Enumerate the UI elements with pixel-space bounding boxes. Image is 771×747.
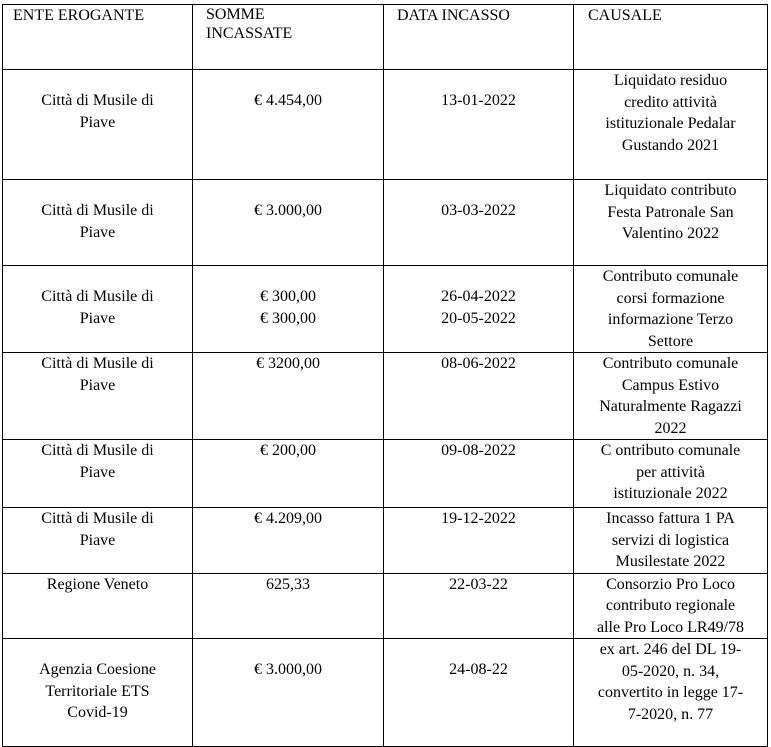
causale-line: istituzionale 2022 <box>613 485 728 502</box>
causale-line: contributo regionale <box>605 597 736 614</box>
incassi-table <box>2 4 768 747</box>
header-causale: CAUSALE <box>574 5 768 70</box>
somme-cell <box>193 508 384 574</box>
causale-line: 2022 <box>654 419 687 437</box>
header-somme-line2: INCASSATE <box>206 25 293 42</box>
somme-line: € 3.000,00 <box>254 661 322 678</box>
table-row <box>3 70 768 180</box>
causale-line: 05-2020, n. 34, <box>621 662 720 680</box>
causale-line: servizi di logistica <box>611 531 730 549</box>
causale-line: C ontributo comunale <box>600 442 741 459</box>
header-row <box>3 5 768 70</box>
somme-line: € 300,00 <box>260 288 316 305</box>
causale-line: Liquidato contributo <box>604 182 737 199</box>
table-row <box>3 180 768 266</box>
causale-line: credito attività <box>624 93 717 111</box>
somme-line: € 4.209,00 <box>254 510 322 527</box>
causale-line: informazione Terzo <box>607 311 734 328</box>
data-line: 13-01-2022 <box>441 92 516 109</box>
causale-cell <box>574 353 768 440</box>
ente-cell <box>3 639 193 747</box>
data-cell <box>384 440 574 508</box>
ente-line: Città di Musile di <box>41 202 154 219</box>
causale-line: istituzionale Pedalar <box>605 115 736 132</box>
data-cell <box>384 573 574 639</box>
header-somme-line1: SOMME <box>206 6 265 23</box>
ente-line: Città di Musile di <box>41 510 154 527</box>
ente-line: Piave <box>79 113 116 131</box>
data-line: 22-03-22 <box>449 575 508 593</box>
causale-cell <box>574 180 768 266</box>
causale-line: convertito in legge 17- <box>597 684 744 701</box>
causale-cell <box>574 573 768 639</box>
somme-line: € 4.454,00 <box>254 92 322 109</box>
table-row <box>3 639 768 747</box>
ente-line: Covid-19 <box>67 704 128 721</box>
causale-line: Settore <box>647 332 694 350</box>
ente-line: Piave <box>79 309 116 327</box>
somme-line: € 3.000,00 <box>254 202 322 219</box>
somme-line: € 3200,00 <box>256 355 320 372</box>
ente-line: Regione Veneto <box>46 575 149 593</box>
ente-cell <box>3 266 193 353</box>
table-row <box>3 353 768 440</box>
causale-line: Liquidato residuo <box>613 72 728 89</box>
causale-line: Contributo comunale <box>602 355 739 372</box>
ente-line: Città di Musile di <box>41 288 154 305</box>
causale-line: Valentino 2022 <box>621 225 720 242</box>
ente-cell <box>3 353 193 440</box>
causale-cell <box>574 639 768 747</box>
somme-cell <box>193 573 384 639</box>
causale-line: Naturalmente Ragazzi <box>599 398 742 415</box>
ente-line: Territoriale ETS <box>45 682 150 700</box>
causale-line: corsi formazione <box>616 289 725 307</box>
table-row <box>3 440 768 508</box>
data-line: 26-04-2022 <box>441 288 516 305</box>
data-cell <box>384 180 574 266</box>
table-row <box>3 573 768 639</box>
somme-cell <box>193 266 384 353</box>
somme-line: € 200,00 <box>260 442 316 459</box>
ente-line: Piave <box>79 223 116 241</box>
data-cell <box>384 508 574 574</box>
data-line: 08-06-2022 <box>441 355 516 372</box>
somme-line: € 300,00 <box>260 309 316 327</box>
ente-cell <box>3 70 193 180</box>
causale-line: Consorzio Pro Loco <box>606 575 735 593</box>
data-line: 09-08-2022 <box>441 442 516 459</box>
data-line: 19-12-2022 <box>441 510 516 527</box>
data-cell <box>384 266 574 353</box>
somme-cell <box>193 353 384 440</box>
ente-line: Città di Musile di <box>41 442 154 459</box>
causale-line: 7-2020, n. 77 <box>627 705 714 723</box>
causale-line: Festa Patronale San <box>607 203 734 221</box>
ente-line: Città di Musile di <box>41 355 154 372</box>
table-body <box>3 70 768 747</box>
ente-line: Piave <box>79 376 116 394</box>
causale-line: Campus Estivo <box>621 376 720 394</box>
header-data-incasso: DATA INCASSO <box>384 5 574 70</box>
data-line: 20-05-2022 <box>441 309 516 327</box>
ente-line: Città di Musile di <box>41 92 154 109</box>
causale-line: ex art. 246 del DL 19- <box>599 641 742 658</box>
header-ente-erogante: ENTE EROGANTE <box>3 5 193 70</box>
causale-line: Musilestate 2022 <box>615 553 726 570</box>
ente-cell <box>3 573 193 639</box>
somme-line: 625,33 <box>266 575 310 593</box>
table-row <box>3 266 768 353</box>
ente-cell <box>3 508 193 574</box>
header-somme-incassate <box>193 5 384 70</box>
causale-line: Contributo comunale <box>602 268 739 285</box>
data-line: 03-03-2022 <box>441 202 516 219</box>
ente-cell <box>3 180 193 266</box>
causale-cell <box>574 266 768 353</box>
causale-cell <box>574 440 768 508</box>
causale-cell <box>574 70 768 180</box>
table-row <box>3 508 768 574</box>
somme-cell <box>193 639 384 747</box>
somme-cell <box>193 70 384 180</box>
ente-line: Agenzia Coesione <box>39 661 156 678</box>
ente-line: Piave <box>79 531 116 549</box>
data-line: 24-08-22 <box>449 661 508 678</box>
data-cell <box>384 353 574 440</box>
data-cell <box>384 70 574 180</box>
ente-line: Piave <box>79 463 116 481</box>
causale-line: Incasso fattura 1 PA <box>606 510 735 527</box>
data-cell <box>384 639 574 747</box>
somme-cell <box>193 180 384 266</box>
causale-line: per attività <box>636 463 705 481</box>
causale-line: alle Pro Loco LR49/78 <box>596 618 745 636</box>
causale-line: Gustando 2021 <box>621 136 720 154</box>
ente-cell <box>3 440 193 508</box>
causale-cell <box>574 508 768 574</box>
somme-cell <box>193 440 384 508</box>
